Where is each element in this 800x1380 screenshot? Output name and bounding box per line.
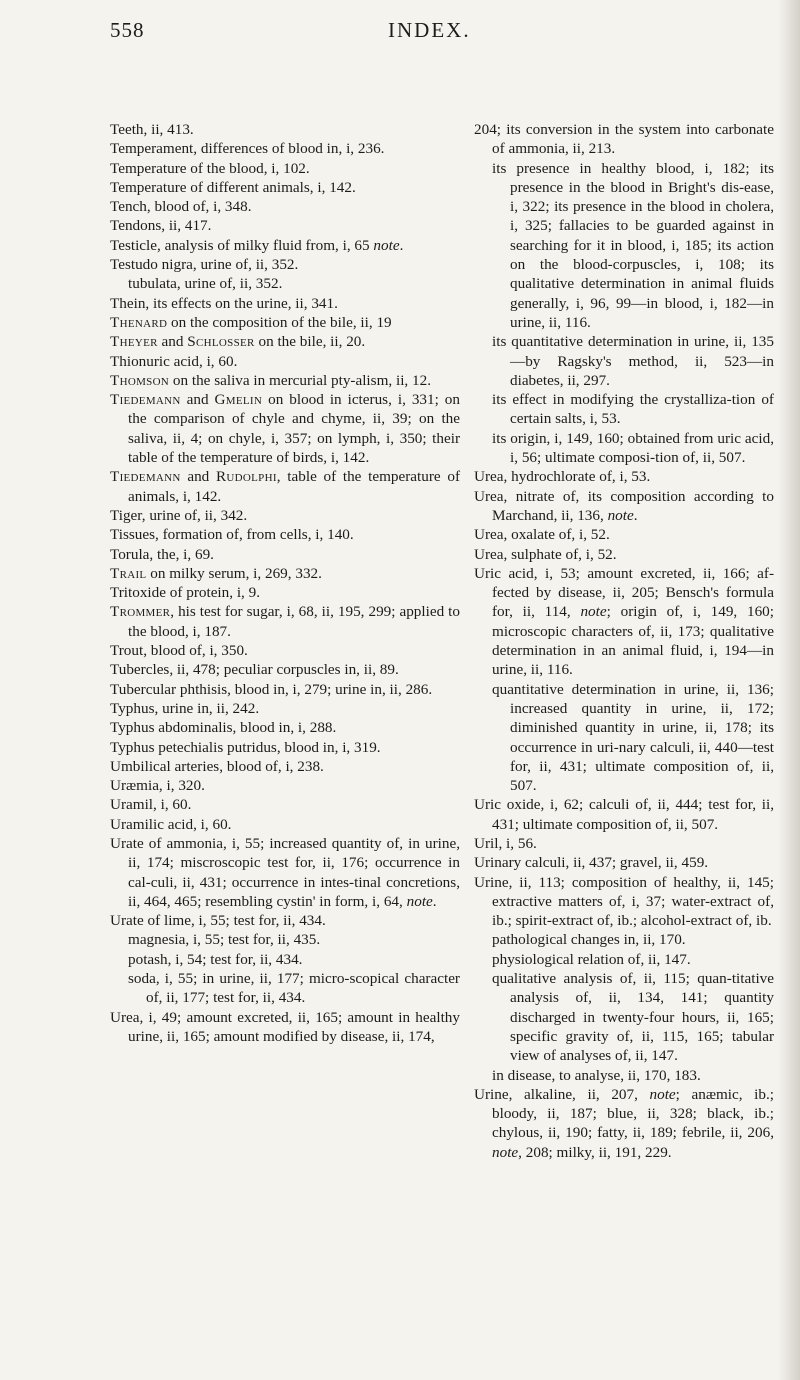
page-number: 558	[110, 18, 145, 42]
entry-text: qualitative analysis of, ii, 115; quan-titative analysis of, ii, 134, 141; quantity discharged in twenty-four hours, ii, 165; specific gravity of, ii, 115, 165; tabular view of analyses of, ii, 147.	[492, 970, 774, 1065]
entry-text: Tiedemann	[110, 468, 181, 486]
index-entry	[110, 178, 460, 197]
entry-text: Testicle, analysis of milky fluid from, i, 65	[110, 236, 374, 254]
entry-text: .	[432, 892, 437, 910]
entry-text: ; anæmic, ib.; bloody, ii, 187; blue, ii, 328; black, ib.; chylous, ii, 190; fatty, ii, 189; febrile, ii, 206,	[492, 1085, 774, 1142]
entry-text: Urea, sulphate of, i, 52.	[474, 545, 617, 563]
index-subentry	[474, 930, 774, 949]
entry-text: note	[406, 892, 433, 910]
entry-text: its presence in healthy blood, i, 182; its presence in the blood in Bright's dis-ease, i, 322; its presence in the blood in cholera, i, 325; fallacies to be guarded against in searching for it in blood, i, 185; its action on the blood-corpuscles, i, 108; its qualitative determination in animal fluids generally, i, 96, 99—in blood, i, 182—in urine, ii, 116.	[492, 159, 774, 331]
index-entry	[110, 255, 460, 274]
index-entry	[110, 680, 460, 699]
index-subentry	[474, 680, 774, 796]
entry-text: on blood in icterus, i, 331; on the comparison of chyle and chyme, ii, 39; on the saliva, ii, 4; on chyle, i, 357; on lymph, i, 350; their table of the temperature of birds, i, 142.	[128, 391, 460, 467]
entry-text: soda, i, 55; in urine, ii, 177; micro-scopical character of, ii, 177; test for, ii, 434.	[128, 970, 460, 1007]
index-entry	[474, 564, 774, 680]
index-entry	[110, 294, 460, 313]
index-subentry	[474, 969, 774, 1065]
entry-text: Typhus abdominalis, blood in, i, 288.	[110, 719, 337, 737]
index-entry	[110, 699, 460, 718]
entry-text: on the bile, ii, 20.	[254, 333, 366, 351]
index-entry	[474, 873, 774, 931]
entry-text: ; origin of, i, 149, 160; microscopic characters of, ii, 173; qualitative determination in an animal fluid, i, 194—in urine, ii, 116.	[492, 603, 774, 679]
index-entry	[110, 120, 460, 139]
entry-text: Trommer	[110, 603, 171, 621]
entry-text: 204; its conversion in the system into carbonate of ammonia, ii, 213.	[474, 121, 774, 158]
entry-text: Urine, alkaline, ii, 207,	[474, 1085, 650, 1103]
index-subentry	[474, 390, 774, 429]
entry-text: Tiedemann	[110, 391, 181, 409]
entry-text: Urate of lime, i, 55; test for, ii, 434.	[110, 912, 326, 930]
index-entry	[474, 487, 774, 526]
index-column-left	[110, 120, 460, 1046]
entry-text: its origin, i, 149, 160; obtained from uric acid, i, 56; ultimate composi-tion of, ii, 507.	[492, 429, 774, 467]
entry-text: Urea, i, 49; amount excreted, ii, 165; amount in healthy urine, ii, 165; amount modified by disease, ii, 174,	[110, 1008, 460, 1045]
entry-text: Tiger, urine of, ii, 342.	[110, 506, 248, 524]
entry-text: Torula, the, i, 69.	[110, 545, 214, 563]
index-entry	[110, 313, 460, 332]
entry-text: note	[580, 603, 607, 621]
entry-text: Uric acid, i, 53; amount excreted, ii, 166; af-fected by disease, ii, 205; Bensch's formula for, ii, 114,	[474, 564, 774, 621]
index-entry	[474, 853, 774, 872]
index-entry	[110, 236, 460, 255]
entry-text: Testudo nigra, urine of, ii, 352.	[110, 256, 299, 274]
running-head: INDEX.	[388, 18, 471, 42]
index-entry	[110, 815, 460, 834]
entry-text: Uril, i, 56.	[474, 834, 537, 852]
index-entry	[110, 795, 460, 814]
entry-text: Schlosser	[187, 333, 255, 351]
entry-text: in disease, to analyse, ii, 170, 183.	[492, 1066, 701, 1084]
entry-text: on the saliva in mercurial pty-alism, ii, 12.	[169, 371, 431, 389]
entry-text: Temperature of different animals, i, 142.	[110, 178, 356, 196]
index-subentry	[110, 930, 460, 949]
entry-text: Temperature of the blood, i, 102.	[110, 159, 310, 177]
index-entry	[110, 467, 460, 506]
index-subentry	[110, 274, 460, 293]
entry-text: Typhus petechialis putridus, blood in, i, 319.	[110, 738, 381, 756]
index-subentry	[474, 159, 774, 333]
index-entry	[110, 738, 460, 757]
entry-text: pathological changes in, ii, 170.	[492, 931, 686, 949]
entry-text: Urate of ammonia, i, 55; increased quantity of, in urine, ii, 174; miscroscopic test for, ii, 176; occurrence in cal-culi, ii, 431; occurrence in intes-tinal concretions, ii, 464, 465; resembling cystin' in form, i, 64,	[110, 834, 460, 910]
entry-text: note	[492, 1143, 519, 1161]
entry-text: Uric oxide, i, 62; calculi of, ii, 444; test for, ii, 431; ultimate composition of, ii, 507.	[474, 796, 774, 833]
index-entry	[474, 795, 774, 834]
entry-text: Urea, oxalate of, i, 52.	[474, 526, 610, 544]
entry-text: Thionuric acid, i, 60.	[110, 352, 238, 370]
index-entry	[110, 834, 460, 911]
entry-text: and	[157, 333, 188, 351]
index-subentry	[474, 429, 774, 468]
entry-text: on the composition of the bile, ii, 19	[167, 313, 392, 331]
index-entry	[110, 641, 460, 660]
entry-text: Urea, hydrochlorate of, i, 53.	[474, 468, 651, 486]
index-subentry	[110, 950, 460, 969]
page-header	[0, 12, 800, 52]
index-column-right	[474, 120, 774, 1162]
index-entry	[474, 120, 774, 159]
entry-text: and	[180, 468, 216, 486]
index-entry	[110, 545, 460, 564]
index-subentry	[474, 950, 774, 969]
index-entry	[110, 1008, 460, 1047]
index-entry	[110, 564, 460, 583]
index-entry	[474, 834, 774, 853]
entry-text: .	[399, 236, 404, 254]
entry-text: physiological relation of, ii, 147.	[492, 950, 691, 968]
entry-text: magnesia, i, 55; test for, ii, 435.	[128, 931, 321, 949]
entry-text: Rudolphi	[215, 468, 277, 486]
page-edge-shadow	[778, 0, 800, 1380]
entry-text: quantitative determination in urine, ii, 136; increased quantity in urine, ii, 172; diminished quantity in urine, ii, 178; its occurrence in uri-nary calculi, ii, 440—test for, ii, 431; ultimate composition of, ii, 507.	[492, 680, 774, 795]
index-entry	[474, 1085, 774, 1162]
index-subentry	[474, 332, 774, 390]
index-entry	[110, 776, 460, 795]
entry-text: Umbilical arteries, blood of, i, 238.	[110, 757, 324, 775]
index-entry	[110, 216, 460, 235]
entry-text: Tritoxide of protein, i, 9.	[110, 584, 261, 602]
entry-text: Thenard	[110, 313, 168, 331]
index-entry	[110, 352, 460, 371]
entry-text: Teeth, ii, 413.	[110, 121, 194, 138]
entry-text: on milky serum, i, 269, 332.	[146, 564, 322, 582]
index-entry	[110, 602, 460, 641]
entry-text: Theyer	[110, 333, 158, 351]
index-entry	[110, 525, 460, 544]
entry-text: Thein, its effects on the urine, ii, 341.	[110, 294, 338, 312]
entry-text: Uræmia, i, 320.	[110, 777, 205, 795]
entry-text: Uramil, i, 60.	[110, 796, 192, 814]
index-entry	[110, 911, 460, 930]
index-entry	[110, 390, 460, 467]
index-entry	[110, 718, 460, 737]
index-entry	[110, 506, 460, 525]
entry-text: .	[633, 506, 638, 524]
entry-text: note	[373, 236, 400, 254]
entry-text: Trail	[110, 564, 147, 582]
entry-text: Tubercles, ii, 478; peculiar corpuscles in, ii, 89.	[110, 661, 399, 679]
entry-text: tubulata, urine of, ii, 352.	[128, 275, 283, 293]
entry-text: Trout, blood of, i, 350.	[110, 642, 248, 660]
index-subentry	[110, 969, 460, 1008]
index-entry	[110, 660, 460, 679]
index-entry	[110, 197, 460, 216]
entry-text: Typhus, urine in, ii, 242.	[110, 699, 260, 717]
entry-text: Urine, ii, 113; composition of healthy, ii, 145; extractive matters of, i, 37; water-extract of, ib.; spirit-extract of, ib.; alcohol-extract of, ib.	[474, 873, 774, 930]
entry-text: Tench, blood of, i, 348.	[110, 198, 252, 216]
index-entry	[110, 371, 460, 390]
index-subentry	[474, 1066, 774, 1085]
index-entry	[110, 159, 460, 178]
entry-text: Uramilic acid, i, 60.	[110, 815, 232, 833]
entry-text: Tendons, ii, 417.	[110, 217, 212, 235]
index-entry	[474, 467, 774, 486]
entry-text: note	[649, 1085, 676, 1103]
entry-text: , table of the temperature of animals, i, 142.	[128, 468, 460, 505]
entry-text: Thomson	[110, 371, 170, 389]
index-entry	[110, 583, 460, 602]
entry-text: , his test for sugar, i, 68, ii, 195, 299; applied to the blood, i, 187.	[128, 603, 460, 640]
entry-text: Temperament, differences of blood in, i, 236.	[110, 140, 385, 158]
entry-text: potash, i, 54; test for, ii, 434.	[128, 950, 303, 968]
entry-text: note	[607, 506, 634, 524]
index-entry	[474, 545, 774, 564]
entry-text: Urinary calculi, ii, 437; gravel, ii, 459.	[474, 854, 709, 872]
entry-text: its effect in modifying the crystalliza-tion of certain salts, i, 53.	[492, 391, 774, 428]
entry-text: Gmelin	[214, 391, 263, 409]
index-entry	[474, 525, 774, 544]
entry-text: and	[180, 391, 215, 409]
index-entry	[110, 757, 460, 776]
entry-text: Tissues, formation of, from cells, i, 140.	[110, 526, 354, 544]
index-entry	[110, 139, 460, 158]
index-entry	[110, 332, 460, 351]
entry-text: Tubercular phthisis, blood in, i, 279; urine in, ii, 286.	[110, 680, 433, 698]
entry-text: , 208; milky, ii, 191, 229.	[518, 1143, 672, 1161]
entry-text: Urea, nitrate of, its composition according to Marchand, ii, 136,	[474, 487, 774, 524]
entry-text: its quantitative determination in urine, ii, 135—by Ragsky's method, ii, 523—in diabetes, ii, 297.	[492, 333, 774, 389]
